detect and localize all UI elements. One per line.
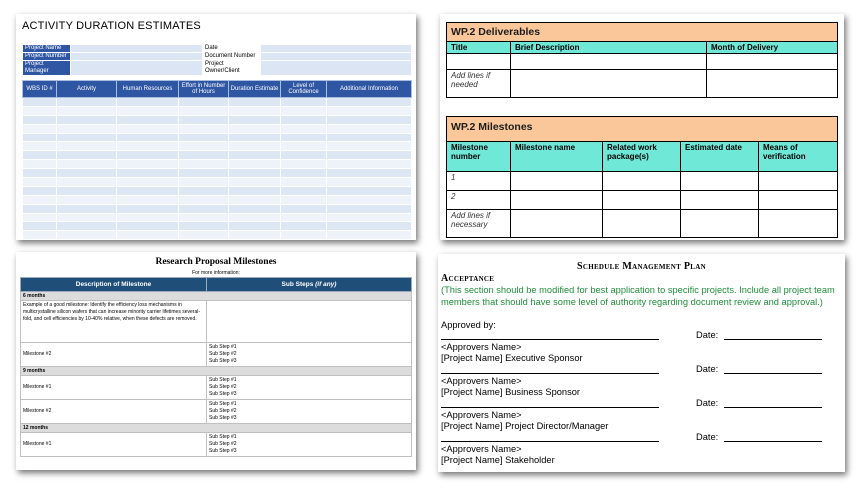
grid-cell[interactable] xyxy=(327,186,412,195)
grid-cell[interactable] xyxy=(229,115,281,124)
grid-cell[interactable] xyxy=(23,151,57,160)
sub-step: Sub Step #3 xyxy=(209,358,237,364)
deliverable-cell[interactable] xyxy=(707,70,838,98)
milestone-cell[interactable] xyxy=(511,210,603,238)
grid-cell[interactable] xyxy=(179,142,229,151)
grid-row xyxy=(23,98,412,107)
add-lines-hint: Add lines if necessary xyxy=(447,210,511,238)
grid-row xyxy=(23,124,412,133)
sub-step: Sub Step #2 xyxy=(209,408,237,414)
grid-row xyxy=(23,231,412,240)
col-title: Title xyxy=(447,42,511,54)
date-line[interactable] xyxy=(724,373,822,374)
sub-step: Sub Step #1 xyxy=(209,344,237,350)
milestone-cell[interactable] xyxy=(603,172,681,191)
grid-cell[interactable] xyxy=(179,231,229,240)
milestone-cell[interactable] xyxy=(603,191,681,210)
grid-cell[interactable] xyxy=(57,133,117,142)
schedule-management-plan-panel xyxy=(438,254,845,472)
grid-cell[interactable] xyxy=(179,195,229,204)
grid-cell[interactable] xyxy=(57,160,117,169)
grid-cell[interactable] xyxy=(281,142,327,151)
milestone-label: Milestone #1 xyxy=(21,433,207,457)
project-owner-label: Project Owner/Client xyxy=(203,61,261,76)
grid-row xyxy=(23,133,412,142)
grid-row xyxy=(23,213,412,222)
sub-step: Sub Step #3 xyxy=(209,415,237,421)
milestone-cell[interactable] xyxy=(681,172,759,191)
col-additional-info: Additional Information xyxy=(327,81,412,98)
grid-row xyxy=(23,115,412,124)
grid-cell[interactable] xyxy=(281,169,327,178)
grid-cell[interactable] xyxy=(117,133,179,142)
grid-cell[interactable] xyxy=(327,115,412,124)
project-info-table xyxy=(22,44,412,76)
grid-cell[interactable] xyxy=(179,178,229,187)
project-number-label: Project Number xyxy=(23,53,71,61)
grid-cell[interactable] xyxy=(327,151,412,160)
grid-cell[interactable] xyxy=(327,133,412,142)
grid-cell[interactable] xyxy=(57,124,117,133)
deliverable-cell[interactable] xyxy=(511,70,707,98)
grid-cell[interactable] xyxy=(57,115,117,124)
grid-cell[interactable] xyxy=(179,204,229,213)
activity-title: ACTIVITY DURATION ESTIMATES xyxy=(22,20,201,32)
sub-step: Sub Step #3 xyxy=(209,391,237,397)
grid-cell[interactable] xyxy=(57,106,117,115)
sub-steps-cell[interactable] xyxy=(207,400,412,424)
grid-cell[interactable] xyxy=(117,98,179,107)
grid-cell[interactable] xyxy=(327,178,412,187)
grid-row xyxy=(23,160,412,169)
activity-duration-estimates-panel xyxy=(16,14,416,240)
milestones-title: WP.2 Milestones xyxy=(447,117,838,142)
col-related-wp: Related work package(s) xyxy=(603,142,681,172)
document-number-label: Document Number xyxy=(203,53,261,61)
col-milestone-number: Milestone number xyxy=(447,142,511,172)
document-number-field[interactable] xyxy=(261,53,412,61)
add-lines-hint: Add lines if needed xyxy=(447,70,511,98)
grid-cell[interactable] xyxy=(229,178,281,187)
sub-steps-cell[interactable] xyxy=(207,343,412,367)
grid-cell[interactable] xyxy=(117,204,179,213)
grid-cell[interactable] xyxy=(229,222,281,231)
project-number-field[interactable] xyxy=(71,53,203,61)
milestone-cell[interactable] xyxy=(511,172,603,191)
grid-row xyxy=(23,142,412,151)
grid-cell[interactable] xyxy=(327,98,412,107)
approver-role: [Project Name] Project Director/Manager xyxy=(441,421,609,431)
grid-cell[interactable] xyxy=(23,195,57,204)
grid-cell[interactable] xyxy=(229,231,281,240)
milestone-cell[interactable] xyxy=(681,191,759,210)
grid-cell[interactable] xyxy=(57,98,117,107)
grid-cell[interactable] xyxy=(23,178,57,187)
col-description: Description of Milestone xyxy=(21,278,207,292)
grid-cell[interactable] xyxy=(117,186,179,195)
wp2-deliverables-table xyxy=(446,22,838,98)
milestone-label: Milestone #2 xyxy=(21,343,207,367)
grid-cell[interactable] xyxy=(23,213,57,222)
research-milestones-table xyxy=(20,277,412,457)
deliverable-cell[interactable] xyxy=(511,54,707,70)
date-label: Date xyxy=(203,45,261,53)
grid-cell[interactable] xyxy=(179,160,229,169)
grid-cell[interactable] xyxy=(179,151,229,160)
date-label: Date: xyxy=(696,364,719,374)
grid-cell[interactable] xyxy=(281,124,327,133)
approvers-name: <Approvers Name> xyxy=(441,376,522,386)
research-subtitle: For more information: xyxy=(192,270,240,276)
col-estimated-date: Estimated date xyxy=(681,142,759,172)
milestone-number: 2 xyxy=(447,191,511,210)
date-label: Date: xyxy=(696,398,719,408)
col-sub-steps xyxy=(207,278,412,292)
sub-steps-cell[interactable] xyxy=(207,376,412,400)
grid-row xyxy=(23,169,412,178)
grid-cell[interactable] xyxy=(179,169,229,178)
grid-cell[interactable] xyxy=(179,124,229,133)
approver-role: [Project Name] Stakeholder xyxy=(441,455,555,465)
grid-cell[interactable] xyxy=(229,151,281,160)
grid-row xyxy=(23,204,412,213)
approvers-name: <Approvers Name> xyxy=(441,342,522,352)
grid-cell[interactable] xyxy=(117,124,179,133)
grid-cell[interactable] xyxy=(117,178,179,187)
grid-row xyxy=(23,151,412,160)
grid-row xyxy=(23,222,412,231)
sub-steps-cell[interactable] xyxy=(207,433,412,457)
grid-cell[interactable] xyxy=(57,231,117,240)
project-owner-field[interactable] xyxy=(261,61,412,76)
section-9-months: 9 months xyxy=(21,367,412,376)
wp2-panel xyxy=(440,14,844,240)
date-line[interactable] xyxy=(724,441,822,442)
grid-cell[interactable] xyxy=(23,124,57,133)
deliverables-title: WP.2 Deliverables xyxy=(447,23,838,42)
grid-cell[interactable] xyxy=(327,231,412,240)
sub-step: Sub Step #1 xyxy=(209,434,237,440)
approver-role: [Project Name] Business Sponsor xyxy=(441,387,580,397)
signature-line[interactable] xyxy=(441,407,659,408)
grid-cell[interactable] xyxy=(23,186,57,195)
grid-cell[interactable] xyxy=(23,160,57,169)
grid-cell[interactable] xyxy=(327,124,412,133)
grid-cell[interactable] xyxy=(327,213,412,222)
grid-cell[interactable] xyxy=(179,133,229,142)
section-6-months: 6 months xyxy=(21,292,412,301)
deliverable-cell[interactable] xyxy=(707,54,838,70)
grid-cell[interactable] xyxy=(117,160,179,169)
sub-step: Sub Step #1 xyxy=(209,377,237,383)
grid-cell[interactable] xyxy=(229,142,281,151)
grid-cell[interactable] xyxy=(117,106,179,115)
grid-cell[interactable] xyxy=(327,169,412,178)
grid-cell[interactable] xyxy=(229,204,281,213)
grid-cell[interactable] xyxy=(229,133,281,142)
col-month-delivery: Month of Delivery xyxy=(707,42,838,54)
grid-row xyxy=(23,195,412,204)
grid-cell[interactable] xyxy=(23,142,57,151)
wp2-milestones-table xyxy=(446,116,838,238)
grid-cell[interactable] xyxy=(281,178,327,187)
date-field[interactable] xyxy=(261,45,412,53)
col-means-verification: Means of verification xyxy=(759,142,838,172)
grid-cell[interactable] xyxy=(229,160,281,169)
grid-cell[interactable] xyxy=(117,222,179,231)
grid-cell[interactable] xyxy=(281,204,327,213)
grid-row xyxy=(23,178,412,187)
col-human-resources: Human Resources xyxy=(117,81,179,98)
grid-cell[interactable] xyxy=(57,186,117,195)
signature-line[interactable] xyxy=(441,373,659,374)
sub-steps-cell[interactable] xyxy=(207,301,412,343)
project-manager-label: Project Manager xyxy=(23,61,71,76)
grid-cell[interactable] xyxy=(229,124,281,133)
project-name-label: Project Name xyxy=(23,45,71,53)
milestone-label: Milestone #1 xyxy=(21,376,207,400)
milestone-cell[interactable] xyxy=(759,172,838,191)
deliverable-cell[interactable] xyxy=(447,54,511,70)
grid-cell[interactable] xyxy=(179,186,229,195)
grid-cell[interactable] xyxy=(117,142,179,151)
grid-cell[interactable] xyxy=(23,169,57,178)
grid-row xyxy=(23,106,412,115)
milestone-label: Milestone #2 xyxy=(21,400,207,424)
col-level-confidence: Level of Confidence xyxy=(281,81,327,98)
approvers-name: <Approvers Name> xyxy=(441,410,522,420)
date-line[interactable] xyxy=(724,407,822,408)
grid-cell[interactable] xyxy=(117,213,179,222)
grid-cell[interactable] xyxy=(281,160,327,169)
grid-cell[interactable] xyxy=(57,142,117,151)
acceptance-heading: Acceptance xyxy=(441,273,495,284)
date-line[interactable] xyxy=(724,339,822,340)
research-milestones-panel xyxy=(16,252,416,470)
grid-cell[interactable] xyxy=(117,151,179,160)
sub-steps-qualifier: (if any) xyxy=(315,281,337,288)
grid-cell[interactable] xyxy=(23,231,57,240)
grid-cell[interactable] xyxy=(281,106,327,115)
sub-step: Sub Step #2 xyxy=(209,384,237,390)
grid-cell[interactable] xyxy=(281,231,327,240)
sub-step: Sub Step #1 xyxy=(209,401,237,407)
grid-cell[interactable] xyxy=(281,186,327,195)
grid-cell[interactable] xyxy=(229,98,281,107)
grid-cell[interactable] xyxy=(117,231,179,240)
milestone-cell[interactable] xyxy=(759,210,838,238)
grid-cell[interactable] xyxy=(281,213,327,222)
grid-cell[interactable] xyxy=(281,115,327,124)
milestone-cell[interactable] xyxy=(603,210,681,238)
grid-cell[interactable] xyxy=(327,160,412,169)
grid-cell[interactable] xyxy=(23,204,57,213)
project-name-field[interactable] xyxy=(71,45,203,53)
grid-cell[interactable] xyxy=(327,142,412,151)
approver-role: [Project Name] Executive Sponsor xyxy=(441,353,583,363)
grid-cell[interactable] xyxy=(57,204,117,213)
section-12-months: 12 months xyxy=(21,424,412,433)
grid-cell[interactable] xyxy=(281,151,327,160)
grid-cell[interactable] xyxy=(281,222,327,231)
grid-cell[interactable] xyxy=(23,133,57,142)
grid-cell[interactable] xyxy=(327,222,412,231)
grid-cell[interactable] xyxy=(179,213,229,222)
signature-line[interactable] xyxy=(441,339,659,340)
col-brief-description: Brief Description xyxy=(511,42,707,54)
grid-cell[interactable] xyxy=(57,169,117,178)
grid-cell[interactable] xyxy=(57,178,117,187)
milestone-cell[interactable] xyxy=(511,191,603,210)
grid-cell[interactable] xyxy=(117,195,179,204)
col-effort-hours: Effort in Number of Hours xyxy=(179,81,229,98)
sub-steps-label: Sub Steps xyxy=(281,281,316,288)
example-milestone: Example of a good milestone: Identify the efficiency loss mechanisms in multicrystalline silicon wafers that can increase minority carrier lifetimes several-fold, and cell efficiencies by 10-40% relative, when these defects are removed. xyxy=(21,301,207,343)
grid-cell[interactable] xyxy=(229,195,281,204)
col-activity: Activity xyxy=(57,81,117,98)
date-label: Date: xyxy=(696,330,719,340)
sub-step: Sub Step #2 xyxy=(209,441,237,447)
activity-grid xyxy=(22,80,412,240)
grid-cell[interactable] xyxy=(179,115,229,124)
col-duration-estimate: Duration Estimate xyxy=(229,81,281,98)
grid-cell[interactable] xyxy=(229,213,281,222)
grid-row xyxy=(23,186,412,195)
grid-cell[interactable] xyxy=(23,222,57,231)
research-title: Research Proposal Milestones xyxy=(155,257,277,267)
grid-cell[interactable] xyxy=(327,106,412,115)
grid-cell[interactable] xyxy=(57,213,117,222)
date-label: Date: xyxy=(696,432,719,442)
grid-cell[interactable] xyxy=(23,98,57,107)
signature-line[interactable] xyxy=(441,441,659,442)
approvers-name: <Approvers Name> xyxy=(441,444,522,454)
grid-cell[interactable] xyxy=(229,169,281,178)
grid-cell[interactable] xyxy=(327,204,412,213)
grid-cell[interactable] xyxy=(281,133,327,142)
grid-cell[interactable] xyxy=(179,222,229,231)
grid-cell[interactable] xyxy=(23,115,57,124)
sub-step: Sub Step #3 xyxy=(209,448,237,454)
grid-cell[interactable] xyxy=(327,195,412,204)
grid-cell[interactable] xyxy=(179,98,229,107)
grid-cell[interactable] xyxy=(281,98,327,107)
milestone-cell[interactable] xyxy=(681,210,759,238)
grid-cell[interactable] xyxy=(117,115,179,124)
grid-cell[interactable] xyxy=(23,106,57,115)
grid-cell[interactable] xyxy=(117,169,179,178)
approved-by-label: Approved by: xyxy=(441,320,496,330)
sub-step: Sub Step #2 xyxy=(209,351,237,357)
col-milestone-name: Milestone name xyxy=(511,142,603,172)
grid-cell[interactable] xyxy=(57,151,117,160)
grid-cell[interactable] xyxy=(229,186,281,195)
milestone-number: 1 xyxy=(447,172,511,191)
grid-cell[interactable] xyxy=(57,195,117,204)
schedule-title: Schedule Management Plan xyxy=(577,261,706,272)
grid-cell[interactable] xyxy=(57,222,117,231)
project-manager-field[interactable] xyxy=(71,61,203,76)
acceptance-note: (This section should be modified for best application to specific projects. Include all project team members that should have some level of authority regarding document review and approval.) xyxy=(441,285,835,307)
milestone-cell[interactable] xyxy=(759,191,838,210)
col-wbs-id: WBS ID # xyxy=(23,81,57,98)
grid-cell[interactable] xyxy=(229,106,281,115)
grid-cell[interactable] xyxy=(281,195,327,204)
grid-cell[interactable] xyxy=(179,106,229,115)
